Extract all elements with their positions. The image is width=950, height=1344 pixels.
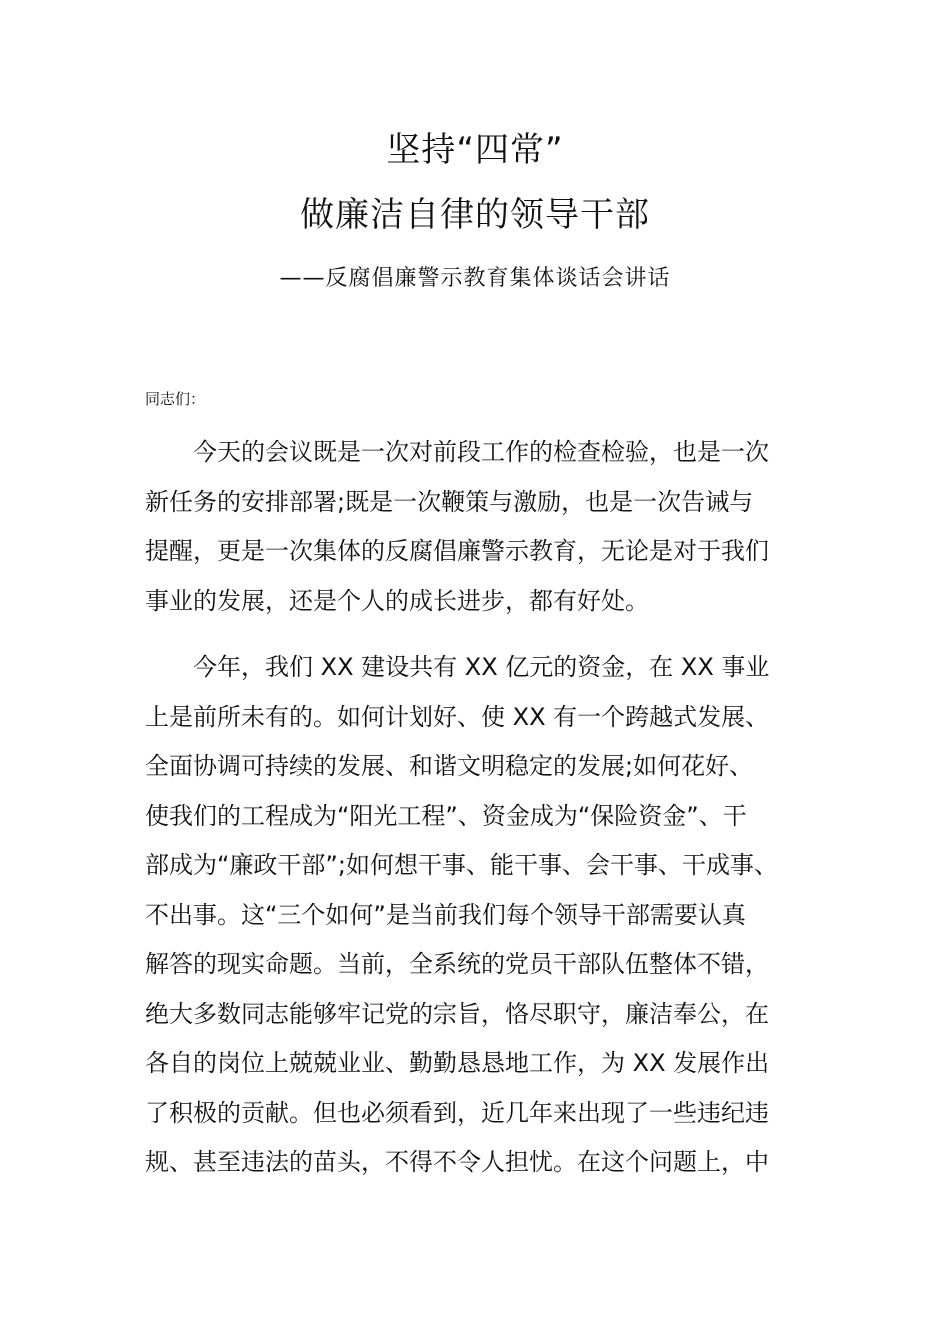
- title-line-2: 做廉洁自律的领导干部: [300, 195, 650, 235]
- paragraph-line: 绝大多数同志能够牢记党的宗旨，恪尽职守，廉洁奉公，在: [145, 999, 769, 1028]
- paragraph-line: 使我们的工程成为“阳光工程”、资金成为“保险资金”、干: [145, 801, 747, 830]
- paragraph-line: 部成为“廉政干部”;如何想干事、能干事、会干事、干成事、: [145, 851, 778, 879]
- paragraph-line: 上是前所未有的。如何计划好、使 XX 有一个跨越式发展、: [145, 702, 770, 731]
- paragraph-line: 了积极的贡献。但也必须看到，近几年来出现了一些违纪违: [145, 1098, 769, 1127]
- paragraph-line: 各自的岗位上兢兢业业、勤勤恳恳地工作，为 XX 发展作出: [145, 1049, 770, 1077]
- paragraph-line: 新任务的安排部署;既是一次鞭策与激励，也是一次告诫与: [145, 487, 754, 516]
- paragraph-line: 今年，我们 XX 建设共有 XX 亿元的资金，在 XX 事业: [193, 653, 770, 681]
- paragraph-line: 今天的会议既是一次对前段工作的检查检验，也是一次: [193, 438, 769, 466]
- paragraph-line: 解答的现实命题。当前，全系统的党员干部队伍整体不错，: [145, 950, 769, 978]
- subtitle: ——反腐倡廉警示教育集体谈话会讲话: [279, 266, 671, 291]
- salutation: 同志们：: [145, 390, 206, 408]
- paragraph-line: 提醒，更是一次集体的反腐倡廉警示教育，无论是对于我们: [145, 537, 769, 565]
- title-line-1: 坚持“四常”: [386, 130, 564, 170]
- paragraph-line: 全面协调可持续的发展、和谐文明稳定的发展;如何花好、: [145, 752, 754, 780]
- paragraph-2: [145, 643, 825, 1188]
- paragraph-line: 规、甚至违法的苗头，不得不令人担忧。在这个问题上，中: [145, 1148, 769, 1176]
- paragraph-1: [145, 428, 825, 626]
- paragraph-line: 不出事。这“三个如何”是当前我们每个领导干部需要认真: [145, 900, 746, 929]
- paragraph-line: 事业的发展，还是个人的成长进步，都有好处。: [145, 586, 649, 615]
